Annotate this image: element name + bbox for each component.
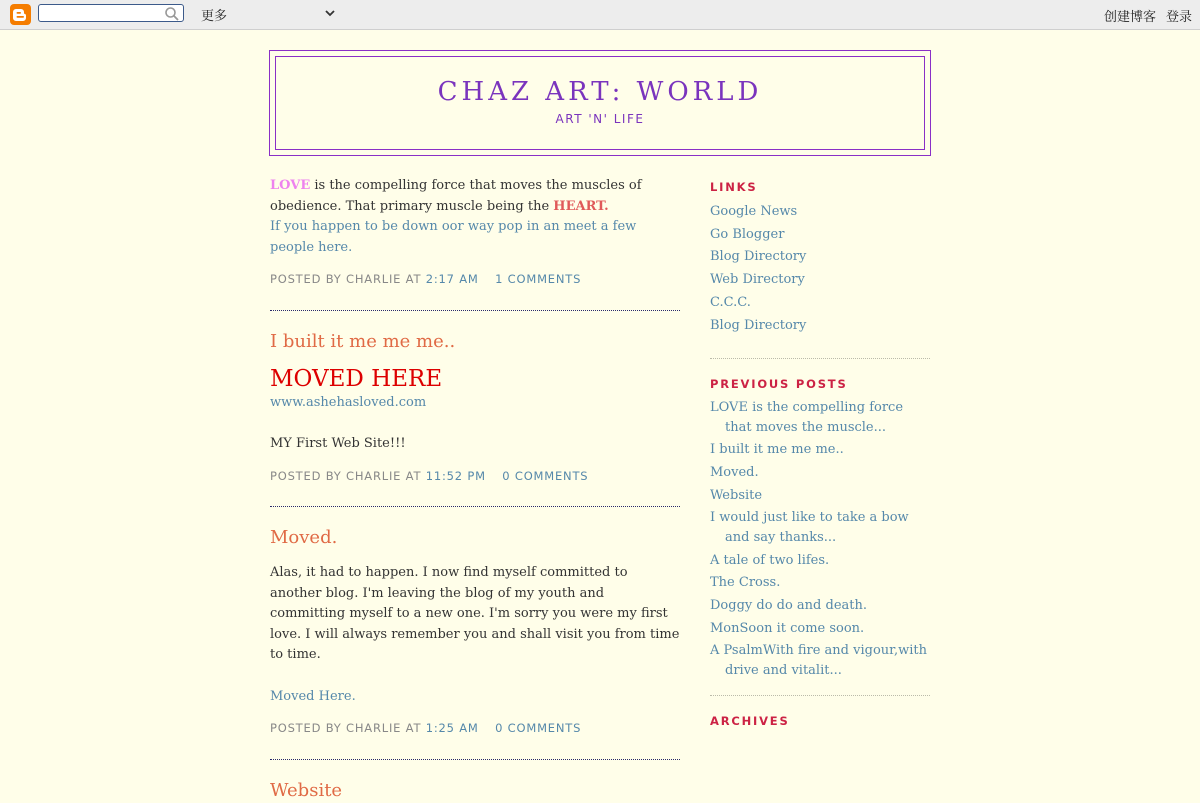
previous-post-link[interactable]: Doggy do do and death.	[710, 598, 868, 614]
search-icon[interactable]	[164, 6, 180, 22]
sidebar-link[interactable]: Web Directory	[710, 272, 805, 288]
previous-post-link[interactable]: MonSoon it come soon.	[710, 620, 865, 636]
post-time-link[interactable]: 2:17 AM	[425, 272, 479, 286]
previous-post-link[interactable]: I would just like to take a bow and say thanks...	[710, 510, 909, 545]
post-url-link[interactable]: www.ashehasloved.com	[270, 394, 427, 410]
post	[270, 526, 680, 739]
search-input[interactable]	[38, 4, 184, 22]
more-dropdown-label: 更多	[201, 9, 228, 24]
heart-word: HEART	[553, 198, 605, 214]
blogger-logo-icon[interactable]	[10, 4, 31, 25]
post-body	[270, 176, 680, 217]
post	[270, 330, 680, 487]
post-divider	[270, 310, 680, 311]
previous-post-link[interactable]: A PsalmWith fire and vigour,with drive and vitalit...	[710, 643, 927, 678]
comments-link[interactable]: 0 COMMENTS	[502, 468, 589, 483]
sidebar-link[interactable]: Google News	[710, 204, 798, 219]
sidebar-link[interactable]: C.C.C.	[710, 294, 751, 310]
post-divider	[270, 506, 680, 507]
post-footer	[270, 466, 680, 487]
chevron-down-icon	[325, 7, 335, 22]
blog-description: ART 'N' LIFE	[555, 112, 645, 126]
previous-post-link[interactable]: A tale of two lifes.	[710, 552, 830, 568]
previous-posts-heading: PREVIOUS POSTS	[710, 377, 848, 392]
post-text: is the compelling force that moves the muscles of obedience. That primary muscle being the	[270, 178, 642, 214]
post-body: Alas, it had to happen. I now find myself committed to another blog. I'm leaving the blog of my youth and committing myself to a new one. I'm sorry you were my first love. I will always remember you and shall visit you from time to time.	[270, 565, 680, 662]
previous-post-link[interactable]: Website	[710, 487, 763, 503]
post-time-link[interactable]: 1:25 AM	[425, 721, 479, 735]
previous-post-link[interactable]: I built it me me me..	[710, 442, 844, 458]
links-heading: LINKS	[710, 180, 758, 194]
previous-post-link[interactable]: LOVE is the compelling force that moves the muscle...	[710, 400, 904, 435]
archives-heading: ARCHIVES	[710, 714, 790, 729]
post-footer	[270, 718, 680, 739]
comments-link[interactable]: 0 COMMENTS	[495, 721, 582, 735]
post	[270, 176, 680, 290]
more-dropdown[interactable]	[201, 5, 337, 23]
sidebar-link[interactable]: Go Blogger	[710, 226, 785, 242]
post	[270, 779, 680, 803]
sidebar-divider	[710, 695, 930, 696]
previous-post-link[interactable]: Moved.	[710, 465, 759, 481]
comments-link[interactable]: 1 COMMENTS	[495, 272, 582, 286]
sidebar	[710, 178, 930, 735]
post-title: Moved.	[270, 527, 338, 548]
post-time-link[interactable]: 11:52 PM	[425, 468, 486, 483]
love-word: LOVE	[270, 178, 311, 193]
sidebar-divider	[710, 358, 930, 359]
post-footer	[270, 269, 680, 290]
main-column	[270, 176, 680, 803]
blog-header	[269, 50, 931, 156]
post-author: POSTED BY CHARLIE AT	[270, 468, 422, 483]
post-link[interactable]: If you happen to be down oor way pop in an meet a few people here.	[270, 219, 637, 255]
links-list	[710, 201, 930, 337]
post-link[interactable]: Moved Here.	[270, 688, 356, 704]
post-body: MY First Web Site!!!	[270, 436, 406, 451]
blog-header-inner	[275, 56, 925, 150]
post-text-end: .	[604, 198, 609, 214]
post-author: POSTED BY CHARLIE AT	[270, 721, 422, 735]
sidebar-link[interactable]: Blog Directory	[710, 317, 807, 333]
login-link[interactable]: 登录	[1165, 10, 1192, 25]
blog-title[interactable]: CHAZ ART: WORLD	[437, 77, 763, 107]
post-title: I built it me me me..	[270, 330, 456, 352]
blogger-navbar	[0, 0, 1200, 30]
post-author: POSTED BY CHARLIE AT	[270, 272, 422, 286]
sidebar-link[interactable]: Blog Directory	[710, 249, 807, 265]
post-headline: MOVED HERE	[270, 365, 443, 392]
previous-posts-list	[710, 398, 930, 680]
post-divider	[270, 759, 680, 760]
post-title: Website	[270, 779, 343, 801]
create-blog-link[interactable]: 创建博客	[1103, 10, 1156, 25]
previous-post-link[interactable]: The Cross.	[710, 575, 781, 591]
